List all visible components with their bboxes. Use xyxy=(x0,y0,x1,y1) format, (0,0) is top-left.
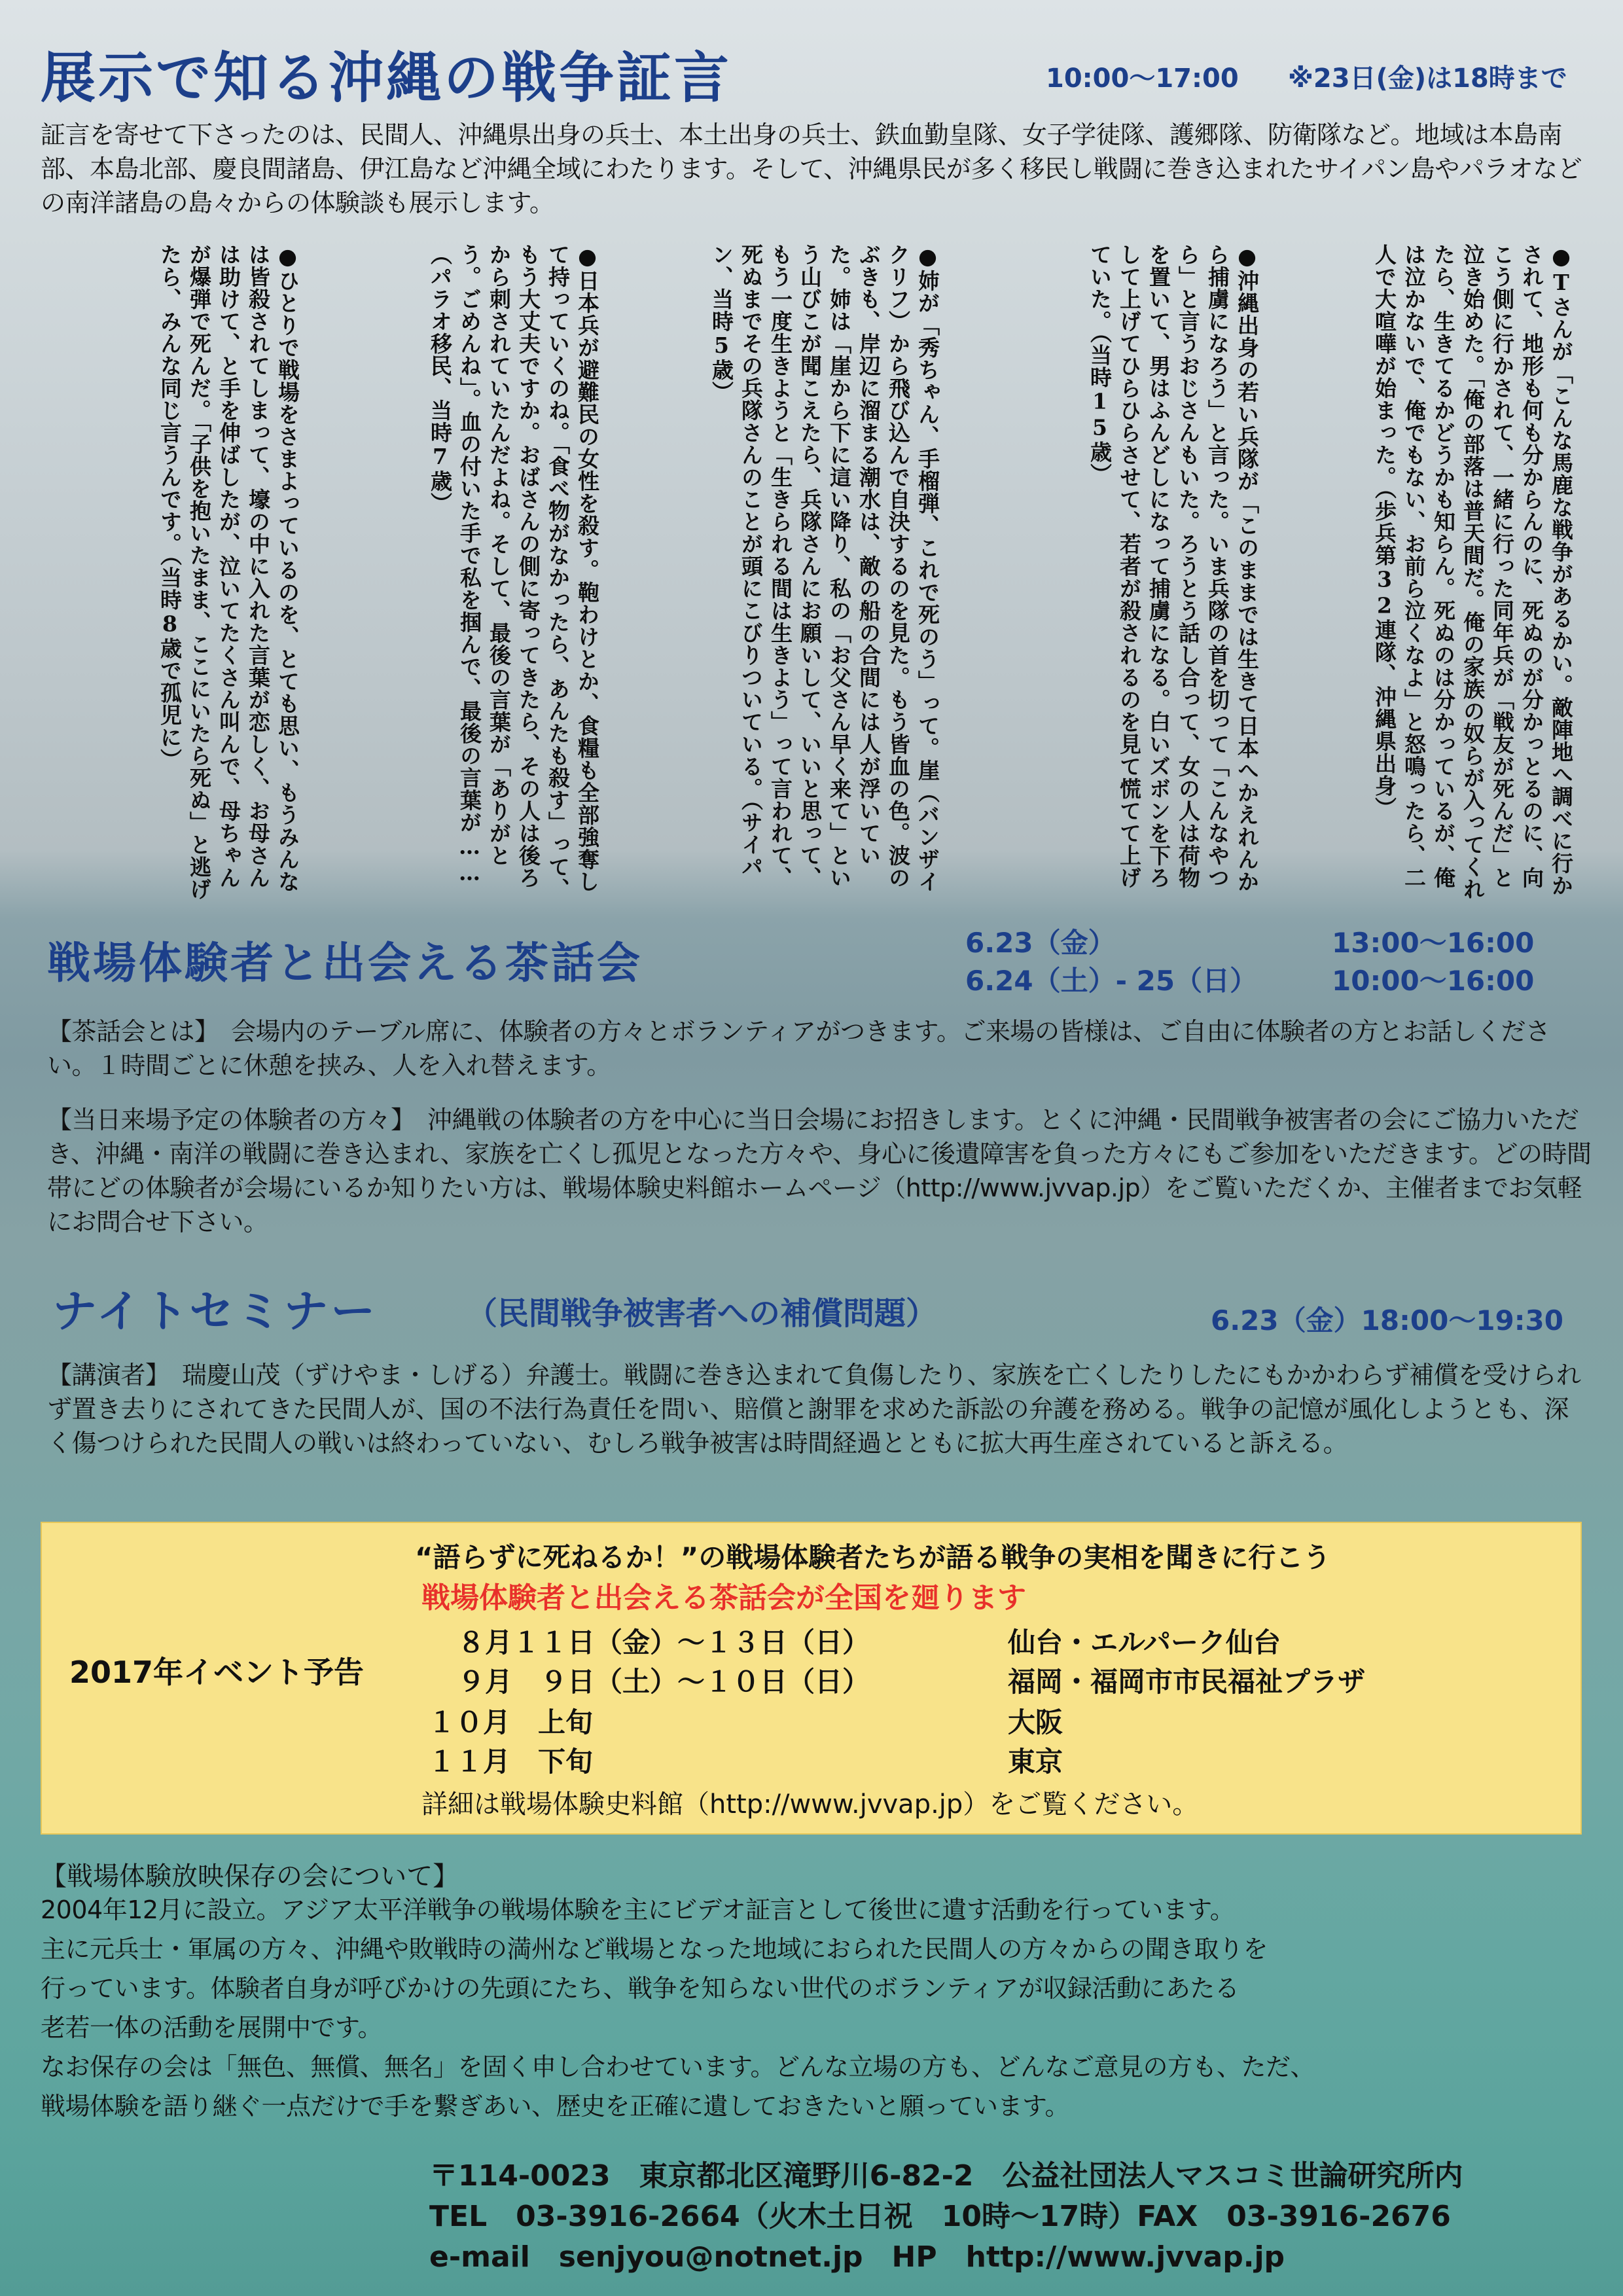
schedule-place-4: 東京 xyxy=(1008,1746,1063,1778)
testimony-column-5: ●ひとりで戦場をさまよっているのを、とても思い、もうみんなは皆殺されてしまって、壕の中に入れた言葉が恋しく、お母さんは助けて、と手を伸ばしたが、泣いてたくさん叫んで、母ちゃんが爆弾で死んだ。「子供を抱いたまま、ここにいたら死ぬ」と逃げたら、みんな同じ言うんです。（当時8歳で孤児に） xyxy=(157,243,300,901)
schedule-date-3: １０月 上旬 xyxy=(428,1706,594,1738)
section2-title: 戦場体験者と出会える茶話会 xyxy=(47,937,643,988)
schedule-date-4: １１月 下旬 xyxy=(428,1746,594,1778)
about-line-6: 戦場体験を語り継ぐ一点だけで手を繋ぎあい、歴史を正確に遺しておきたいと願っています。 xyxy=(41,2092,1069,2121)
footer-tel: TEL 03-3916-2664（火木土日祝 10時～17時）FAX 03-3916-2676 xyxy=(429,2200,1451,2233)
schedule-place-1: 仙台・エルパーク仙台 xyxy=(1008,1626,1281,1659)
section3-para: 【講演者】 瑞慶山茂（ずけやま・しげる）弁護士。戦闘に巻き込まれて負傷したり、家族を亡くしたりしたにもかかわらず補償を受けられず置き去りにされてきた民間人が、国の不法行為責任を問い、賠償と謝罪を求めた訴訟の弁護を務める。戦争の記憶が風化しようとも、深く傷つけられた民間人の戦いは終わっていない、むしろ戦争被害は時間経過とともに拡大再生産されていると訴える。 xyxy=(47,1361,1581,1458)
about-line-1: 2004年12月に設立。アジア太平洋戦争の戦場体験を主にビデオ証言として後世に遺す活動を行っています。 xyxy=(41,1895,1235,1924)
section1-note: ※23日(金)は18時まで xyxy=(1288,63,1567,94)
section1-title: 展示で知る沖縄の戦争証言 xyxy=(41,45,732,110)
about-line-5: なお保存の会は「無色、無償、無名」を固く申し合わせています。どんな立場の方も、どんなご意見の方も、ただ、 xyxy=(41,2053,1315,2081)
section3-title: ナイトセミナー xyxy=(52,1285,378,1338)
section2-para2: 【当日来場予定の体験者の方々】 沖縄戦の体験者の方を中心に当日会場にお招きします。とくに沖縄・民間戦争被害者の会にご協力いただき、沖縄・南洋の戦闘に巻き込まれ、家族を亡くし孤児となった方々や、身心に後遺障害を負った方々にもご参加をいただきます。どの時間帯にどの体験者が会場にいるか知りたい方は、戦場体験史料館ホームページ（http://www.jvvap.jp）をご覧いただくか、主催者までお気軽にお問合せ下さい。 xyxy=(47,1105,1592,1236)
section3-datetime: 6.23（金）18:00～19:30 xyxy=(1211,1304,1564,1336)
section1-hours: 10:00～17:00 xyxy=(1046,63,1239,94)
testimony-column-2: ●沖縄出身の若い兵隊が「このままでは生きて日本へかえれんから捕虜になろう」と言った。いま兵隊の首を切って「こんなやつら」と言うおじさんもいた。ろうとう話し合って、女の人は荷物を置いて、男はふんどしになって捕虜になる。白いズボンを下ろして上げてひらひらさせて、若者が殺されるのを見て慌てて上げていた。（当時15歳） xyxy=(1087,243,1260,893)
footer-email[interactable]: e-mail senjyou@notnet.jp HP http://www.jvvap.jp xyxy=(429,2240,1285,2274)
notice-label: 2017年イベント予告 xyxy=(69,1655,365,1690)
schedule-date-1: ８月１１日（金）～１３日（日） xyxy=(457,1626,870,1659)
section2-time1: 13:00～16:00 xyxy=(1332,927,1535,959)
schedule-place-3: 大阪 xyxy=(1008,1706,1063,1738)
about-line-4: 老若一体の活動を展開中です。 xyxy=(41,2013,382,2042)
section2-date1: 6.23（金） xyxy=(965,927,1116,959)
schedule-place-2: 福岡・福岡市市民福祉プラザ xyxy=(1008,1666,1366,1698)
event-notice-box xyxy=(41,1522,1582,1835)
testimony-column-3: ●姉が「秀ちゃん、手榴弾、これで死のう」って。崖（バンザイクリフ）から飛び込んで自決するのを見た。もう皆血の色。波のぶきも、岸辺に溜まる潮水は、敵の船の合間には人が浮いていた。姉は「崖から下に這い降り、私の「お父さん早く来て」という山びこが聞こえたら、兵隊さんにお願いして、いいと思って、もう一度生きようと「生きられる間は生きよう」って言われて、死ぬまでその兵隊さんのことが頭にこびりついている。（サイパン、当時5歳） xyxy=(709,243,940,893)
testimony-column-4: ●日本兵が避難民の女性を殺す。鞄わけとか、食糧も全部強奪して持っていくのね。「食べ物がなかったら、あんたも殺す」って、もう大丈夫ですか。おばさんの側に寄ってきたら、その人は後ろから刺されていたんだよね。そして、最後の言葉が「ありがとう。ごめんね」。血の付いた手で私を掴んで、最後の言葉が……（パラオ移民、当時7歳） xyxy=(427,243,600,901)
section3-subtitle: （民間戦争被害者への補償問題） xyxy=(466,1295,938,1332)
about-line-2: 主に元兵士・軍属の方々、沖縄や敗戦時の満州など戦場となった地域におられた民間人の方々からの聞き取りを xyxy=(41,1935,1268,1964)
notice-headline: “語らずに死ねるか！”の戦場体験者たちが語る戦争の実相を聞きに行こう xyxy=(415,1541,1331,1573)
schedule-date-2: ９月 ９日（土）～１０日（日） xyxy=(457,1666,870,1698)
section1-intro: 証言を寄せて下さったのは、民間人、沖縄県出身の兵士、本土出身の兵士、鉄血勤皇隊、女子学徒隊、護郷隊、防衛隊など。地域は本島南部、本島北部、慶良間諸島、伊江島など沖縄全域にわたります。そして、沖縄県民が多く移民し戦闘に巻き込まれたサイパン島やパラオなどの南洋諸島の島々からの体験談も展示します。 xyxy=(41,120,1582,217)
about-line-3: 行っています。体験者自身が呼びかけの先頭にたち、戦争を知らない世代のボランティアが収録活動にあたる xyxy=(41,1974,1240,2003)
section2-date2: 6.24（土）- 25（日） xyxy=(965,965,1258,997)
footer-address: 〒114-0023 東京都北区滝野川6-82-2 公益社団法人マスコミ世論研究所内 xyxy=(429,2159,1463,2193)
section2-para1: 【茶話会とは】 会場内のテーブル席に、体験者の方々とボランティアがつきます。ご来場の皆様は、ご自由に体験者の方とお話しください。１時間ごとに休憩を挟み、人を入れ替えます。 xyxy=(47,1017,1550,1080)
about-heading: 【戦場体験放映保存の会について】 xyxy=(41,1861,459,1892)
notice-subheadline: 戦場体験者と出会える茶話会が全国を廻ります xyxy=(421,1581,1026,1615)
notice-details: 詳細は戦場体験史料館（http://www.jvvap.jp）をご覧ください。 xyxy=(421,1789,1199,1820)
section2-time2: 10:00～16:00 xyxy=(1332,965,1535,997)
testimony-column-1: ●Tさんが「こんな馬鹿な戦争があるかい。敵陣地へ調べに行かされて、地形も何も分からんのに、死ぬのが分かっとるのに、向こう側に行かされて、一緒に行った同年兵が「戦友が死んだ」と泣き始めた。「俺の部落は普天間だ。俺の家族の奴らが入ってくれたら、生きてるかどうかも知らん。死ぬのは分かっているが、俺は泣かないで、俺でもない、お前ら泣くなよ」と怒鳴ったら、二人で大喧嘩が始まった。（歩兵第32連隊、沖縄県出身） xyxy=(1372,243,1574,901)
